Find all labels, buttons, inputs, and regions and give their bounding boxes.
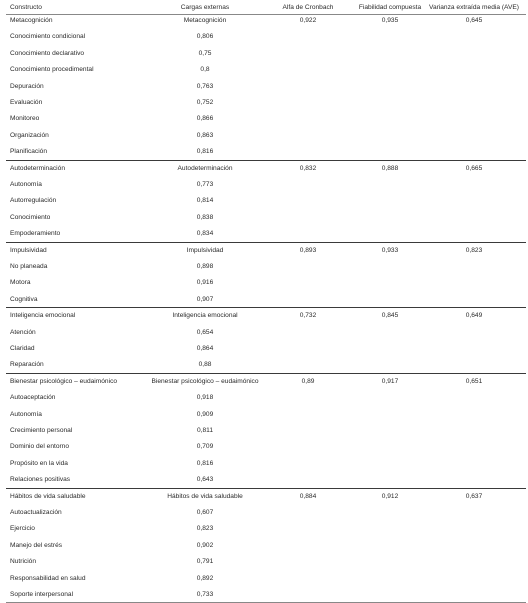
cronbach-alpha-value: 0,893 — [299, 246, 317, 254]
construct-name: Inteligencia emocional — [10, 312, 76, 320]
indicator-loading: 0,88 — [198, 361, 212, 369]
indicator-loading: 0,863 — [196, 131, 214, 139]
indicator-loading: 0,816 — [196, 148, 214, 156]
indicator-loading: 0,902 — [196, 541, 214, 549]
indicator-loading: 0,763 — [196, 82, 214, 90]
construct-loading-label: Impulsividad — [186, 246, 224, 254]
indicator-name: Monitoreo — [10, 115, 40, 123]
table-header — [0, 3, 528, 13]
indicator-name: Autoaceptación — [10, 394, 56, 402]
indicator-row — [0, 295, 528, 305]
construct-name: Bienestar psicológico – eudaimónico — [10, 377, 118, 385]
construct-loading-label: Inteligencia emocional — [172, 312, 238, 320]
indicator-name: Reparación — [10, 361, 44, 369]
cronbach-alpha-value: 0,732 — [299, 312, 317, 320]
header-fiabilidad-compuesta: Fiabilidad compuesta — [358, 4, 422, 11]
indicator-name: Organización — [10, 131, 49, 139]
header-cargas-externas: Cargas externas — [180, 4, 230, 11]
construct-row — [0, 16, 528, 26]
cronbach-alpha-value: 0,884 — [299, 492, 317, 500]
indicator-row — [0, 32, 528, 42]
group-divider — [6, 242, 526, 243]
indicator-loading: 0,916 — [196, 279, 214, 287]
indicator-name: Claridad — [10, 345, 35, 352]
indicator-row — [0, 49, 528, 59]
indicator-loading: 0,752 — [196, 99, 214, 106]
indicator-name: Depuración — [10, 82, 44, 90]
indicator-name: Empoderamiento — [10, 230, 61, 238]
indicator-loading: 0,773 — [196, 181, 214, 188]
indicator-row — [0, 147, 528, 157]
indicator-name: Nutrición — [10, 558, 37, 566]
cronbach-alpha-value: 0,89 — [301, 377, 315, 385]
group-divider — [6, 488, 526, 489]
indicator-loading: 0,866 — [196, 115, 214, 123]
indicator-row — [0, 508, 528, 518]
indicator-name: Atención — [10, 328, 36, 336]
indicator-loading: 0,909 — [196, 410, 214, 418]
indicator-name: Autoactualización — [10, 509, 62, 516]
indicator-name: Autonomía — [10, 410, 42, 418]
composite-reliability-value: 0,933 — [381, 246, 399, 254]
ave-value: 0,637 — [465, 492, 483, 500]
construct-loading-label: Bienestar psicológico – eudaimónico — [151, 377, 259, 385]
composite-reliability-value: 0,912 — [381, 492, 399, 500]
ave-value: 0,651 — [465, 377, 483, 385]
indicator-row — [0, 574, 528, 584]
construct-name: Hábitos de vida saludable — [10, 492, 86, 500]
indicator-loading: 0,75 — [198, 49, 212, 57]
indicator-loading: 0,816 — [196, 459, 214, 467]
indicator-row — [0, 475, 528, 485]
indicator-name: Planificación — [10, 148, 48, 156]
indicator-row — [0, 131, 528, 141]
composite-reliability-value: 0,917 — [381, 377, 399, 385]
indicator-loading: 0,834 — [196, 230, 214, 238]
construct-loading-label: Autodeterminación — [177, 164, 233, 172]
indicator-row — [0, 557, 528, 567]
indicator-name: Autonomía — [10, 181, 42, 188]
header-rule — [6, 14, 526, 15]
indicator-row — [0, 98, 528, 108]
indicator-row — [0, 213, 528, 223]
indicator-loading: 0,898 — [196, 263, 214, 270]
construct-name: Autodeterminación — [10, 164, 65, 172]
indicator-name: Soporte interpersonal — [10, 591, 74, 598]
indicator-name: Ejercicio — [10, 525, 35, 533]
construct-name: Metacognición — [10, 17, 53, 24]
indicator-loading: 0,892 — [196, 574, 214, 582]
indicator-loading: 0,838 — [196, 213, 214, 221]
indicator-row — [0, 442, 528, 452]
construct-row — [0, 311, 528, 321]
construct-name: Impulsividad — [10, 246, 47, 254]
indicator-loading: 0,709 — [196, 443, 214, 451]
indicator-loading: 0,907 — [196, 295, 214, 303]
indicator-name: Conocimiento — [10, 213, 51, 221]
indicator-row — [0, 82, 528, 92]
cronbach-alpha-value: 0,922 — [299, 17, 317, 24]
indicator-row — [0, 278, 528, 288]
construct-row — [0, 164, 528, 174]
indicator-row — [0, 262, 528, 272]
indicator-row — [0, 328, 528, 338]
group-divider — [6, 373, 526, 374]
composite-reliability-value: 0,845 — [381, 312, 399, 320]
indicator-name: Conocimiento condicional — [10, 33, 86, 41]
indicator-name: Relaciones positivas — [10, 476, 71, 484]
ave-value: 0,649 — [465, 312, 483, 320]
indicator-name: Motora — [10, 279, 31, 287]
indicator-row — [0, 196, 528, 206]
construct-row — [0, 377, 528, 387]
indicator-loading: 0,918 — [196, 394, 214, 402]
ave-value: 0,823 — [465, 246, 483, 254]
ave-value: 0,665 — [465, 164, 483, 172]
indicator-loading: 0,8 — [200, 66, 210, 74]
indicator-name: Crecimiento personal — [10, 427, 73, 434]
composite-reliability-value: 0,935 — [381, 17, 399, 24]
indicator-name: Conocimiento declarativo — [10, 49, 85, 57]
indicator-loading: 0,811 — [196, 427, 213, 434]
ave-value: 0,645 — [465, 17, 483, 24]
indicator-row — [0, 524, 528, 534]
composite-reliability-value: 0,888 — [381, 164, 399, 172]
indicator-row — [0, 344, 528, 354]
indicator-loading: 0,814 — [196, 197, 214, 205]
indicator-loading: 0,823 — [196, 525, 214, 533]
header-ave: Varianza extraída media (AVE) — [429, 4, 519, 11]
indicator-name: No planeada — [10, 263, 48, 270]
indicator-name: Conocimiento procedimental — [10, 66, 94, 74]
construct-loading-label: Metacognición — [183, 17, 227, 24]
indicator-row — [0, 590, 528, 600]
indicator-row — [0, 426, 528, 436]
indicator-name: Evaluación — [10, 99, 43, 106]
header-alfa-cronbach: Alfa de Cronbach — [282, 4, 334, 11]
indicator-row — [0, 229, 528, 239]
indicator-row — [0, 459, 528, 469]
indicator-name: Responsabilidad en salud — [10, 574, 86, 582]
indicator-name: Manejo del estrés — [10, 541, 63, 549]
indicator-name: Propósito en la vida — [10, 459, 68, 467]
construct-row — [0, 492, 528, 502]
indicator-row — [0, 360, 528, 370]
indicator-loading: 0,806 — [196, 33, 214, 41]
indicator-loading: 0,643 — [196, 476, 214, 484]
indicator-name: Autorregulación — [10, 197, 57, 205]
indicator-loading: 0,864 — [196, 345, 214, 352]
indicator-row — [0, 410, 528, 420]
header-constructo: Constructo — [10, 4, 42, 11]
group-divider — [6, 160, 526, 161]
indicator-row — [0, 541, 528, 551]
indicator-row — [0, 393, 528, 403]
indicator-row — [0, 65, 528, 75]
indicator-row — [0, 114, 528, 124]
construct-loading-label: Hábitos de vida saludable — [167, 492, 243, 500]
group-divider — [6, 307, 526, 308]
indicator-name: Dominio del entorno — [10, 443, 70, 451]
indicator-loading: 0,607 — [196, 509, 214, 516]
indicator-name: Cognitiva — [10, 295, 38, 303]
construct-row — [0, 246, 528, 256]
indicator-row — [0, 180, 528, 190]
indicator-loading: 0,791 — [196, 558, 214, 566]
cronbach-alpha-value: 0,832 — [299, 164, 317, 172]
indicator-loading: 0,654 — [196, 328, 214, 336]
indicator-loading: 0,733 — [196, 591, 214, 598]
